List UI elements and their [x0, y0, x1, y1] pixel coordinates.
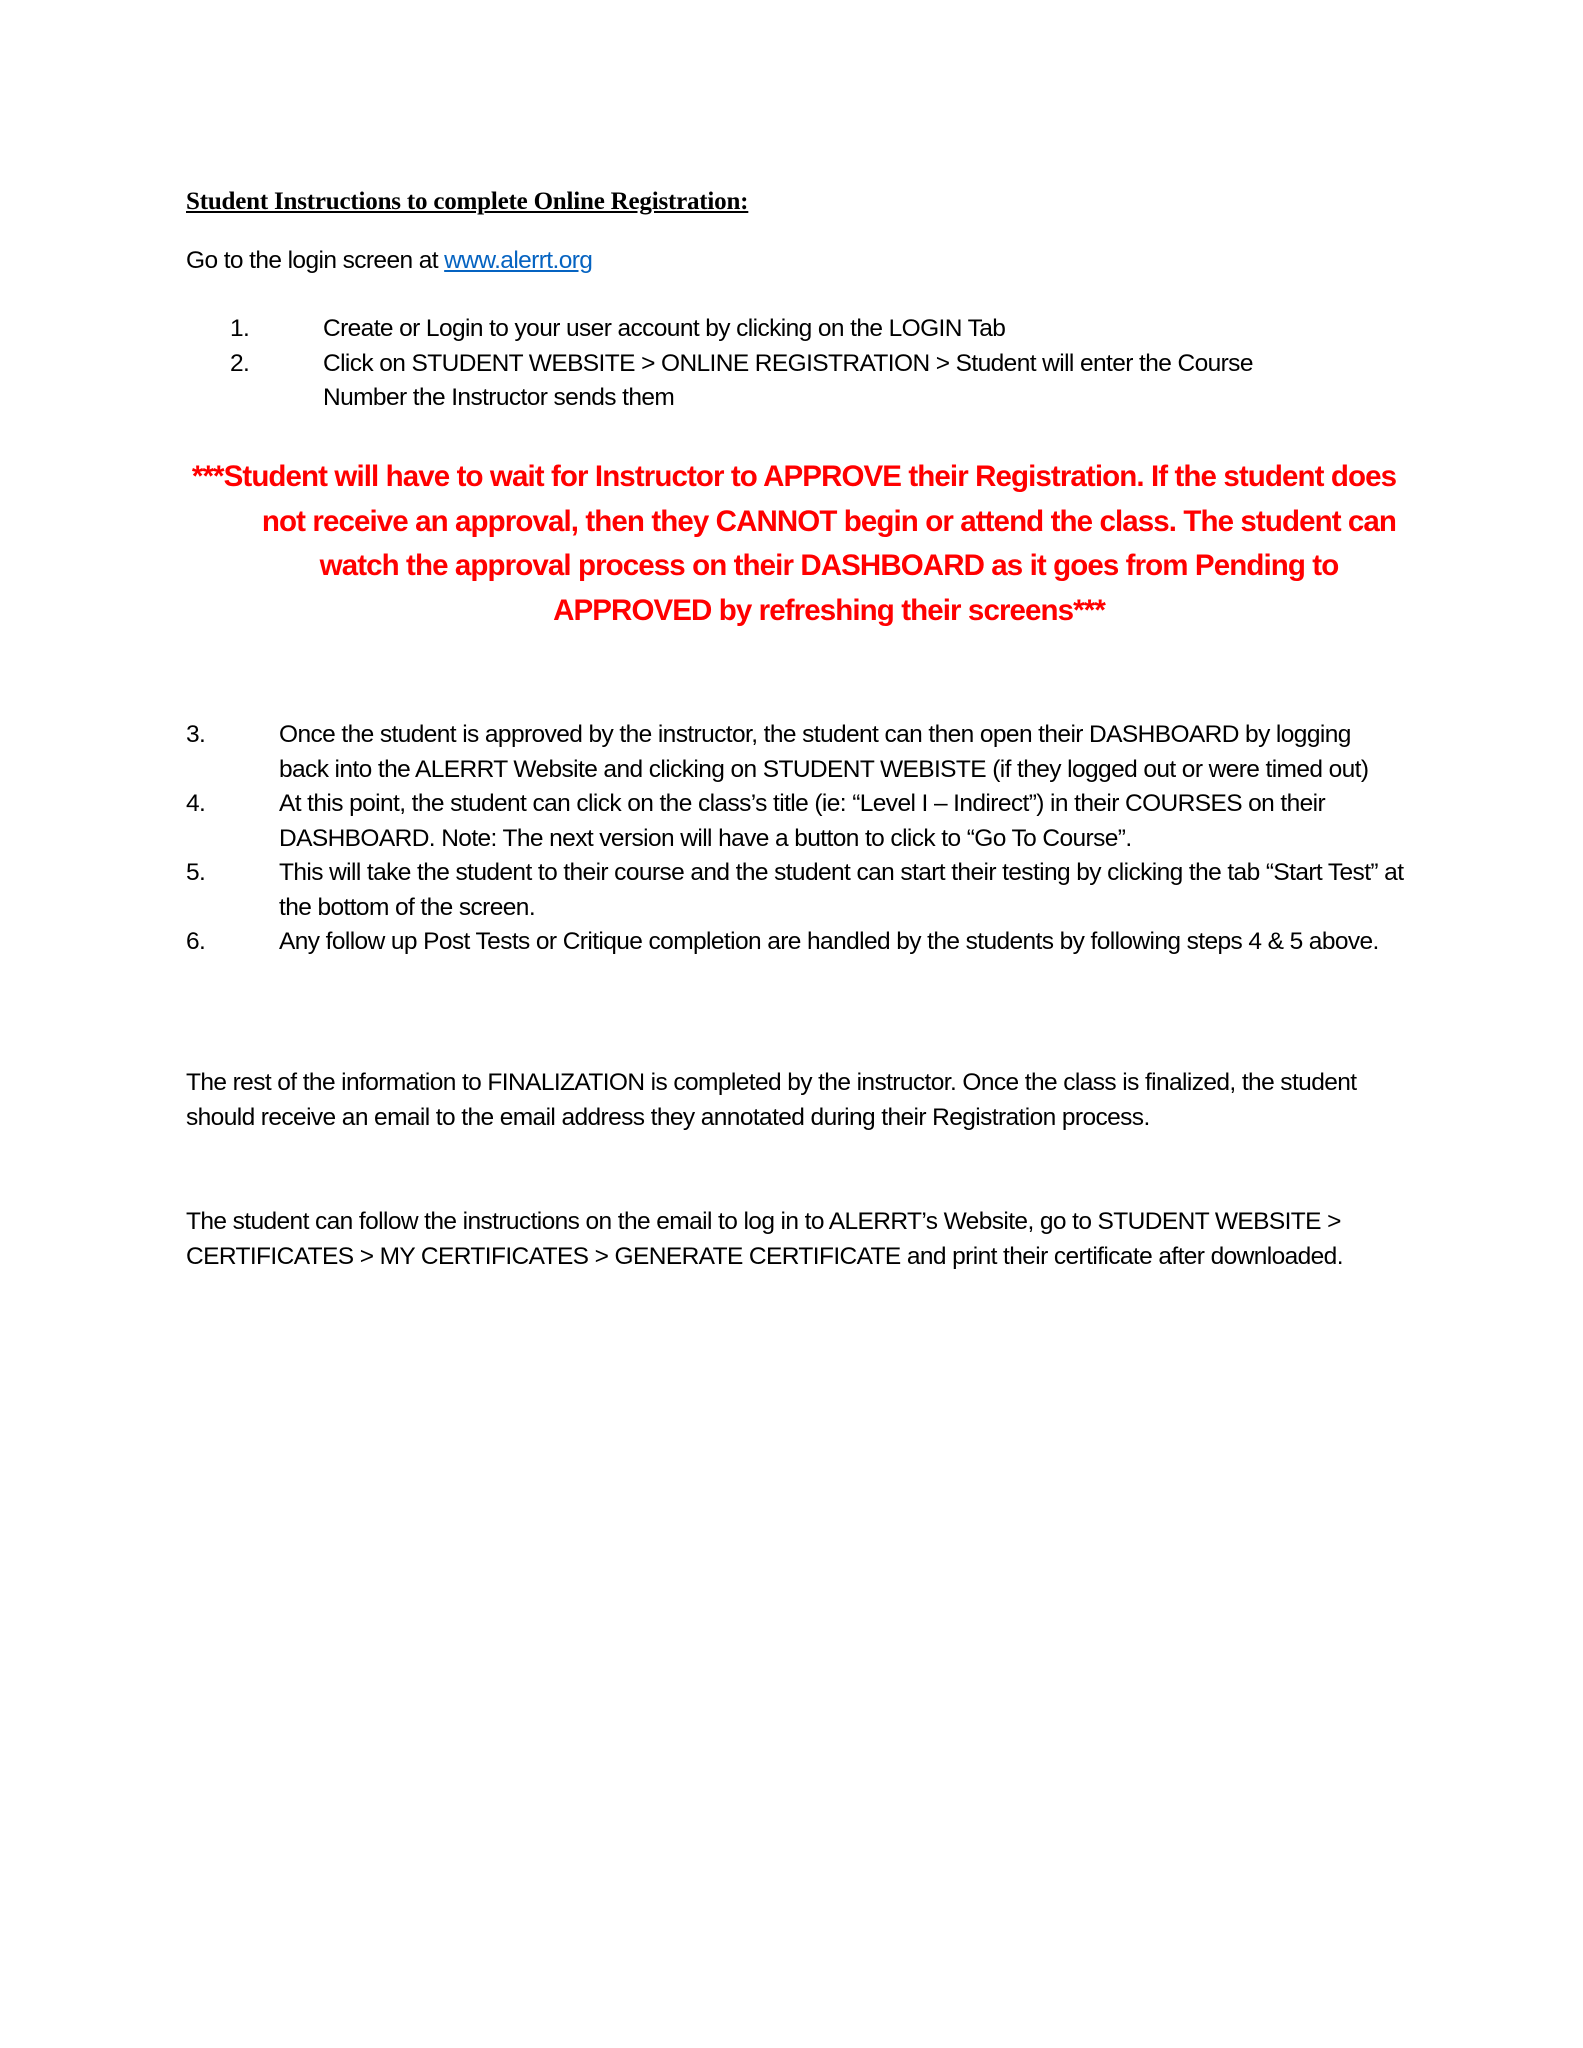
intro-text: Go to the login screen at — [186, 247, 445, 274]
step-number: 6. — [186, 928, 206, 955]
list-item — [186, 925, 1406, 960]
list-item — [230, 347, 1380, 416]
certificate-paragraph: The student can follow the instructions on the email to log in to ALERRT’s Website, go to STUDENT WEBSITE > CERTIFICATES > MY CERTIFICATES > GENERATE CERTIFICATE and print their certificate after downloaded. — [186, 1208, 1343, 1270]
step-number: 2. — [230, 349, 250, 377]
list-item — [230, 312, 1380, 347]
step-text: Once the student is approved by the instructor, the student can then open their DASHBOARD by logging back into the ALERRT Website and clicking on STUDENT WEBISTE (if they logged out or were timed out) — [279, 721, 1369, 783]
step-text: Any follow up Post Tests or Critique completion are handled by the students by following steps 4 & 5 above. — [279, 928, 1379, 955]
step-number: 3. — [186, 721, 206, 748]
list-item — [186, 856, 1406, 925]
list-item — [186, 787, 1406, 856]
intro-line — [186, 244, 592, 278]
step-number: 1. — [230, 315, 250, 342]
list-item — [186, 718, 1406, 787]
finalization-paragraph: The rest of the information to FINALIZATION is completed by the instructor. Once the class is finalized, the student should receive an email to the email address they annotated during their Registration process. — [186, 1069, 1357, 1131]
steps-list-1 — [230, 312, 1380, 416]
step-number: 4. — [186, 790, 206, 817]
approval-warning: ***Student will have to wait for Instructor to APPROVE their Registration. If the student does not receive an approval, then they CANNOT begin or attend the class. The student can watch the approval process on their DASHBOARD as it goes from Pending to APPROVED by refreshing their screens*** — [191, 460, 1397, 627]
steps-list-2 — [186, 718, 1406, 960]
step-number: 5. — [186, 859, 206, 886]
step-text: Click on STUDENT WEBSITE > ONLINE REGISTRATION > Student will enter the Course Number the Instructor sends them — [323, 349, 1253, 411]
document-heading: Student Instructions to complete Online Registration: — [186, 188, 749, 215]
alerrt-link[interactable]: www.alerrt.org — [444, 247, 593, 274]
step-text: At this point, the student can click on the class’s title (ie: “Level I – Indirect”) in their COURSES on their DASHBOARD. Note: The next version will have a button to click to “Go To Course”. — [279, 790, 1326, 852]
step-text: This will take the student to their course and the student can start their testing by clicking the tab “Start Test” at the bottom of the screen. — [279, 859, 1404, 921]
step-text: Create or Login to your user account by clicking on the LOGIN Tab — [323, 315, 1006, 342]
